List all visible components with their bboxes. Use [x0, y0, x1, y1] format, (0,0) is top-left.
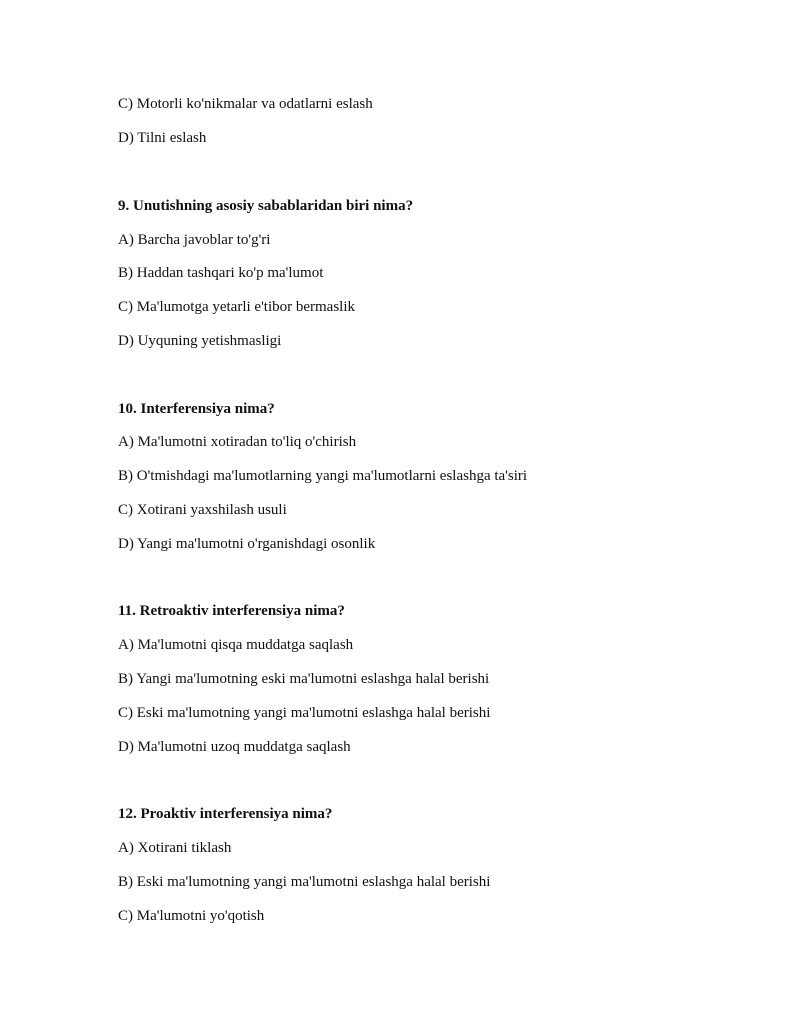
answer-option-8c: C) Motorli ko'nikmalar va odatlarni eslash: [118, 96, 373, 112]
answer-option-12b: B) Eski ma'lumotning yangi ma'lumotni eslashga halal berishi: [118, 874, 491, 890]
question-12-heading: 12. Proaktiv interferensiya nima?: [118, 806, 333, 822]
answer-option-9a: A) Barcha javoblar to'g'ri: [118, 232, 271, 248]
answer-option-9b: B) Haddan tashqari ko'p ma'lumot: [118, 265, 324, 281]
answer-option-12a: A) Xotirani tiklash: [118, 840, 232, 856]
answer-option-11d: D) Ma'lumotni uzoq muddatga saqlash: [118, 739, 351, 755]
answer-option-9d: D) Uyquning yetishmasligi: [118, 333, 282, 349]
answer-option-10b: B) O'tmishdagi ma'lumotlarning yangi ma'lumotlarni eslashga ta'siri: [118, 468, 528, 484]
answer-option-9c: C) Ma'lumotga yetarli e'tibor bermaslik: [118, 299, 356, 315]
answer-option-11b: B) Yangi ma'lumotning eski ma'lumotni eslashga halal berishi: [118, 671, 490, 687]
question-10-heading: 10. Interferensiya nima?: [118, 401, 275, 417]
answer-option-12c: C) Ma'lumotni yo'qotish: [118, 908, 265, 924]
answer-option-11a: A) Ma'lumotni qisqa muddatga saqlash: [118, 637, 354, 653]
answer-option-8d: D) Tilni eslash: [118, 130, 207, 146]
answer-option-11c: C) Eski ma'lumotning yangi ma'lumotni eslashga halal berishi: [118, 705, 491, 721]
answer-option-10c: C) Xotirani yaxshilash usuli: [118, 502, 287, 518]
answer-option-10d: D) Yangi ma'lumotni o'rganishdagi osonlik: [118, 536, 376, 552]
question-11-heading: 11. Retroaktiv interferensiya nima?: [118, 603, 345, 619]
question-9-heading: 9. Unutishning asosiy sabablaridan biri nima?: [118, 198, 414, 214]
answer-option-10a: A) Ma'lumotni xotiradan to'liq o'chirish: [118, 434, 357, 450]
